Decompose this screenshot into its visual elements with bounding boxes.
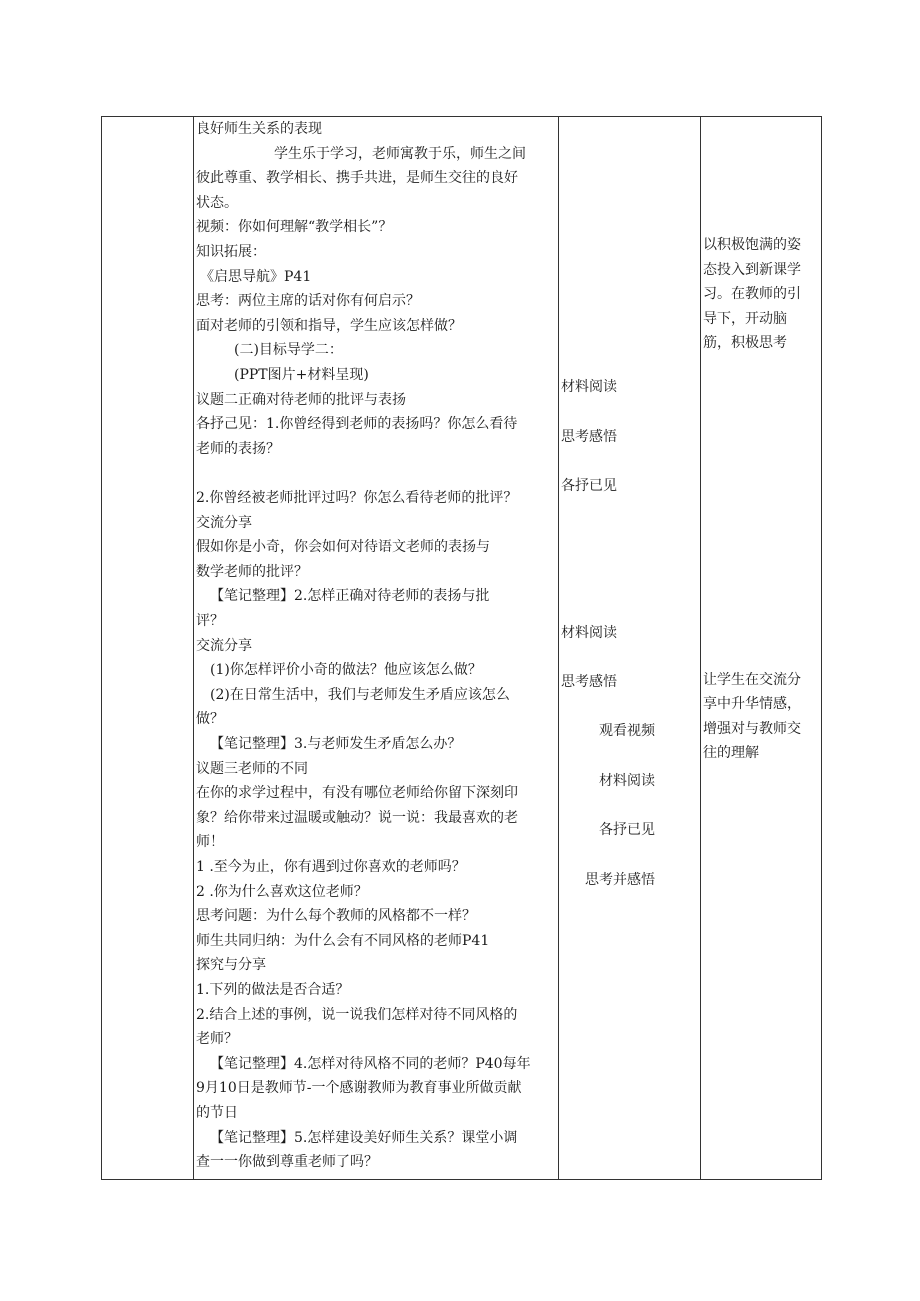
activity-line: 观看视频 (599, 723, 655, 739)
content-line: (PPT图片+材料呈现) (234, 367, 369, 383)
content-line: 1.下列的做法是否合适？ (196, 982, 350, 998)
content-line: 【笔记整理】2.怎样正确对待老师的表扬与批 (210, 588, 490, 605)
content-line: 知识拓展： (196, 244, 266, 260)
activity-line: 材料阅读 (561, 379, 617, 395)
content-line: 良好师生关系的表现 (196, 121, 322, 137)
content-line: 思考：两位主席的话对你有何启示？ (196, 293, 420, 310)
intent-line: 导下，开动脑 (703, 311, 787, 327)
content-line: 2.结合上述的事例，说一说我们怎样对待不同风格的 (196, 1006, 518, 1023)
intent-line: 享中升华情感， (703, 696, 801, 712)
content-line: 议题二正确对待老师的批评与表扬 (196, 391, 406, 408)
content-line: 数学老师的批评？ (196, 563, 308, 580)
stage-column-cell (102, 117, 194, 1180)
content-line: (1)你怎样评价小奇的做法？他应该怎么做？ (210, 662, 482, 679)
content-line: 议题三老师的不同 (196, 760, 308, 777)
content-line: 面对老师的引领和指导，学生应该怎样做？ (196, 317, 462, 334)
activity-line: 思考并感悟 (585, 872, 655, 888)
activity-line: 思考感悟 (561, 674, 617, 690)
content-line: 视频：你如何理解“教学相长”？ (196, 219, 393, 236)
activity-line: 各抒已见 (599, 822, 655, 838)
content-line: 评？ (196, 613, 224, 629)
activity-line: 各抒已见 (561, 478, 617, 494)
content-line: 《启思导航》P41 (200, 268, 312, 285)
content-line: (2)在日常生活中，我们与老师发生矛盾应该怎么 (210, 686, 510, 703)
intent-line: 态投入到新课学 (703, 262, 801, 278)
content-line: 象？给你带来过温暖或触动？说一说：我最喜欢的老 (196, 809, 518, 826)
lesson-plan-table (101, 116, 822, 1180)
content-line: (二)目标导学二： (234, 342, 343, 359)
content-line: 【笔记整理】4.怎样对待风格不同的老师？P40每年 (210, 1055, 531, 1072)
content-line: 探究与分享 (196, 957, 266, 974)
content-line: 彼此尊重、教学相长、携手共进，是师生交往的良好 (196, 170, 518, 187)
content-line: 【笔记整理】3.与老师发生矛盾怎么办？ (210, 736, 462, 752)
content-line: 查一一你做到尊重老师了吗？ (196, 1154, 378, 1171)
content-line: 1 .至今为止，你有遇到过你喜欢的老师吗？ (196, 859, 466, 875)
intent-line: 筋，积极思考 (703, 335, 787, 351)
content-line: 各抒己见：1.你曾经得到老师的表扬吗？你怎么看待 (196, 416, 518, 433)
intent-line: 让学生在交流分 (703, 672, 801, 688)
student-activity-cell (559, 117, 701, 1180)
intent-line: 往的理解 (703, 745, 759, 761)
content-line: 老师的表扬？ (196, 440, 280, 457)
content-line: 思考问题：为什么每个教师的风格都不一样？ (196, 908, 476, 925)
content-line: 交流分享 (196, 514, 252, 531)
activity-line: 材料阅读 (561, 625, 617, 641)
intent-line: 以积极饱满的姿 (703, 237, 801, 253)
content-line: 师！ (196, 834, 224, 851)
content-line: 2.你曾经被老师批评过吗？你怎么看待老师的批评？ (196, 490, 518, 506)
activity-line: 材料阅读 (599, 773, 655, 789)
teaching-content-cell (194, 117, 559, 1180)
design-intent-cell (701, 117, 822, 1180)
activity-line: 思考感悟 (561, 429, 617, 445)
intent-line: 习。在教师的引 (703, 286, 801, 302)
content-line: 在你的求学过程中，有没有哪位老师给你留下深刻印 (196, 785, 518, 802)
content-line: 师生共同归纳：为什么会有不同风格的老师P41 (196, 932, 490, 949)
content-line: 老师？ (196, 1031, 238, 1048)
content-line: 做？ (196, 711, 224, 728)
content-line: 状态。 (196, 194, 238, 211)
content-line: 9月10日是教师节-一个感谢教师为教育事业所做贡献 (196, 1080, 522, 1097)
content-line: 2 .你为什么喜欢这位老师？ (196, 883, 368, 900)
content-line: 的节日 (196, 1105, 238, 1121)
intent-line: 增强对与教师交 (703, 721, 801, 737)
content-line: 学生乐于学习，老师寓教于乐，师生之间 (274, 145, 526, 162)
content-line: 假如你是小奇，你会如何对待语文老师的表扬与 (196, 539, 490, 556)
content-line: 交流分享 (196, 637, 252, 654)
content-line: 【笔记整理】5.怎样建设美好师生关系？课堂小调 (210, 1129, 518, 1146)
